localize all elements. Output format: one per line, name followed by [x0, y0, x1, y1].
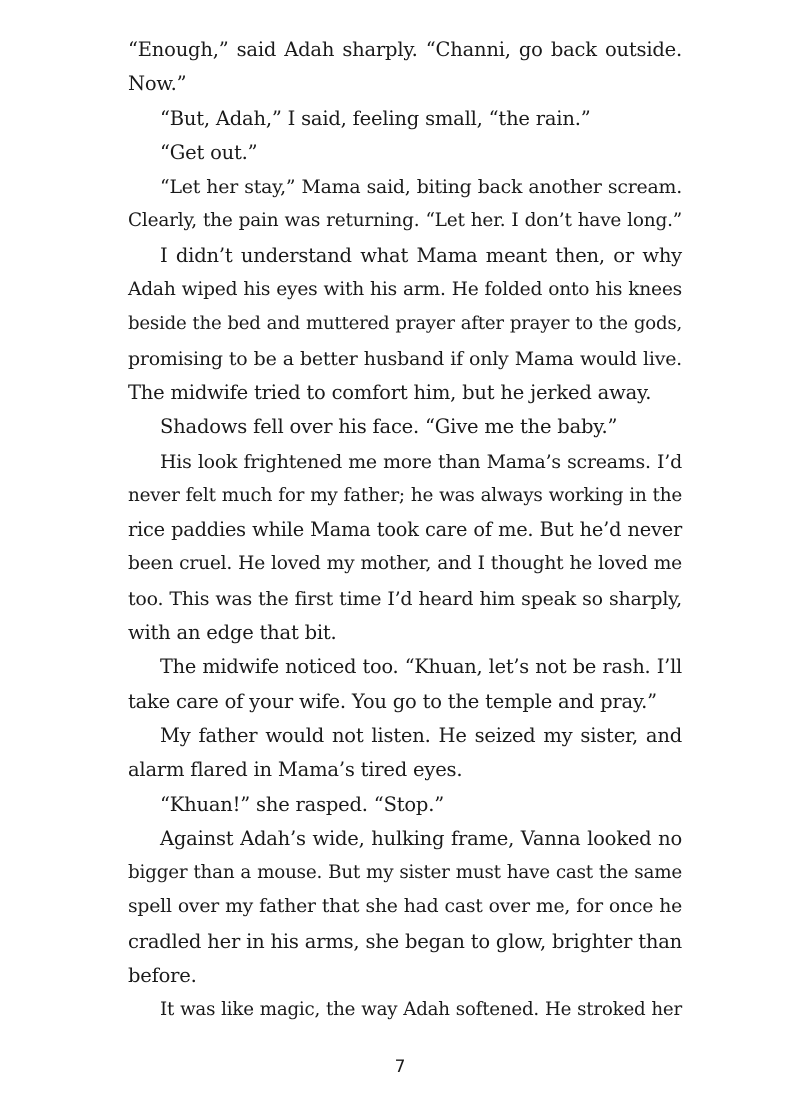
text-line: too. This was the first time I’d heard him speak so sharply,	[128, 587, 682, 610]
text-line: “Let her stay,” Mama said, biting back another scream.	[160, 176, 682, 199]
text-line: Adah wiped his eyes with his arm. He folded onto his knees	[128, 279, 682, 301]
text-line: I didn’t understand what Mama meant then, or why	[160, 243, 682, 267]
page-body	[128, 33, 682, 1028]
text-line: never felt much for my father; he was always working in the	[128, 484, 682, 506]
text-line: cradled her in his arms, she began to glow, brighter than	[128, 929, 682, 953]
text-line: alarm flared in Mama’s tired eyes.	[128, 758, 463, 782]
text-line: rice paddies while Mama took care of me. But he’d never	[128, 518, 682, 542]
text-line: Now.”	[128, 72, 187, 96]
text-line: It was like magic, the way Adah softened. He stroked her	[160, 999, 682, 1021]
text-line: My father would not listen. He seized my sister, and	[160, 723, 682, 747]
text-line: beside the bed and muttered prayer after prayer to the gods,	[128, 313, 682, 335]
text-line: His look frightened me more than Mama’s screams. I’d	[160, 450, 682, 473]
text-line: “But, Adah,” I said, feeling small, “the rain.”	[160, 106, 591, 130]
text-line: The midwife tried to comfort him, but he jerked away.	[128, 380, 652, 404]
text-line: with an edge that bit.	[128, 621, 337, 645]
text-line: spell over my father that she had cast over me, for once he	[128, 896, 682, 918]
text-line: “Get out.”	[160, 140, 258, 164]
text-line: take care of your wife. You go to the temple and pray.”	[128, 689, 657, 713]
text-line: “Enough,” said Adah sharply. “Channi, go back outside.	[128, 38, 682, 61]
text-line: “Khuan!” she rasped. “Stop.”	[160, 792, 444, 816]
text-line: bigger than a mouse. But my sister must have cast the same	[128, 862, 682, 884]
text-line: been cruel. He loved my mother, and I thought he loved me	[128, 553, 682, 575]
text-line: promising to be a better husband if only Mama would live.	[128, 347, 682, 370]
text-line: before.	[128, 964, 197, 988]
text-line: Shadows fell over his face. “Give me the baby.”	[160, 415, 618, 439]
text-line: Against Adah’s wide, hulking frame, Vanna looked no	[160, 826, 682, 850]
text-line: The midwife noticed too. “Khuan, let’s not be rash. I’ll	[160, 655, 682, 679]
text-line: Clearly, the pain was returning. “Let her. I don’t have long.”	[128, 210, 682, 232]
page-number: 7	[394, 1057, 406, 1077]
